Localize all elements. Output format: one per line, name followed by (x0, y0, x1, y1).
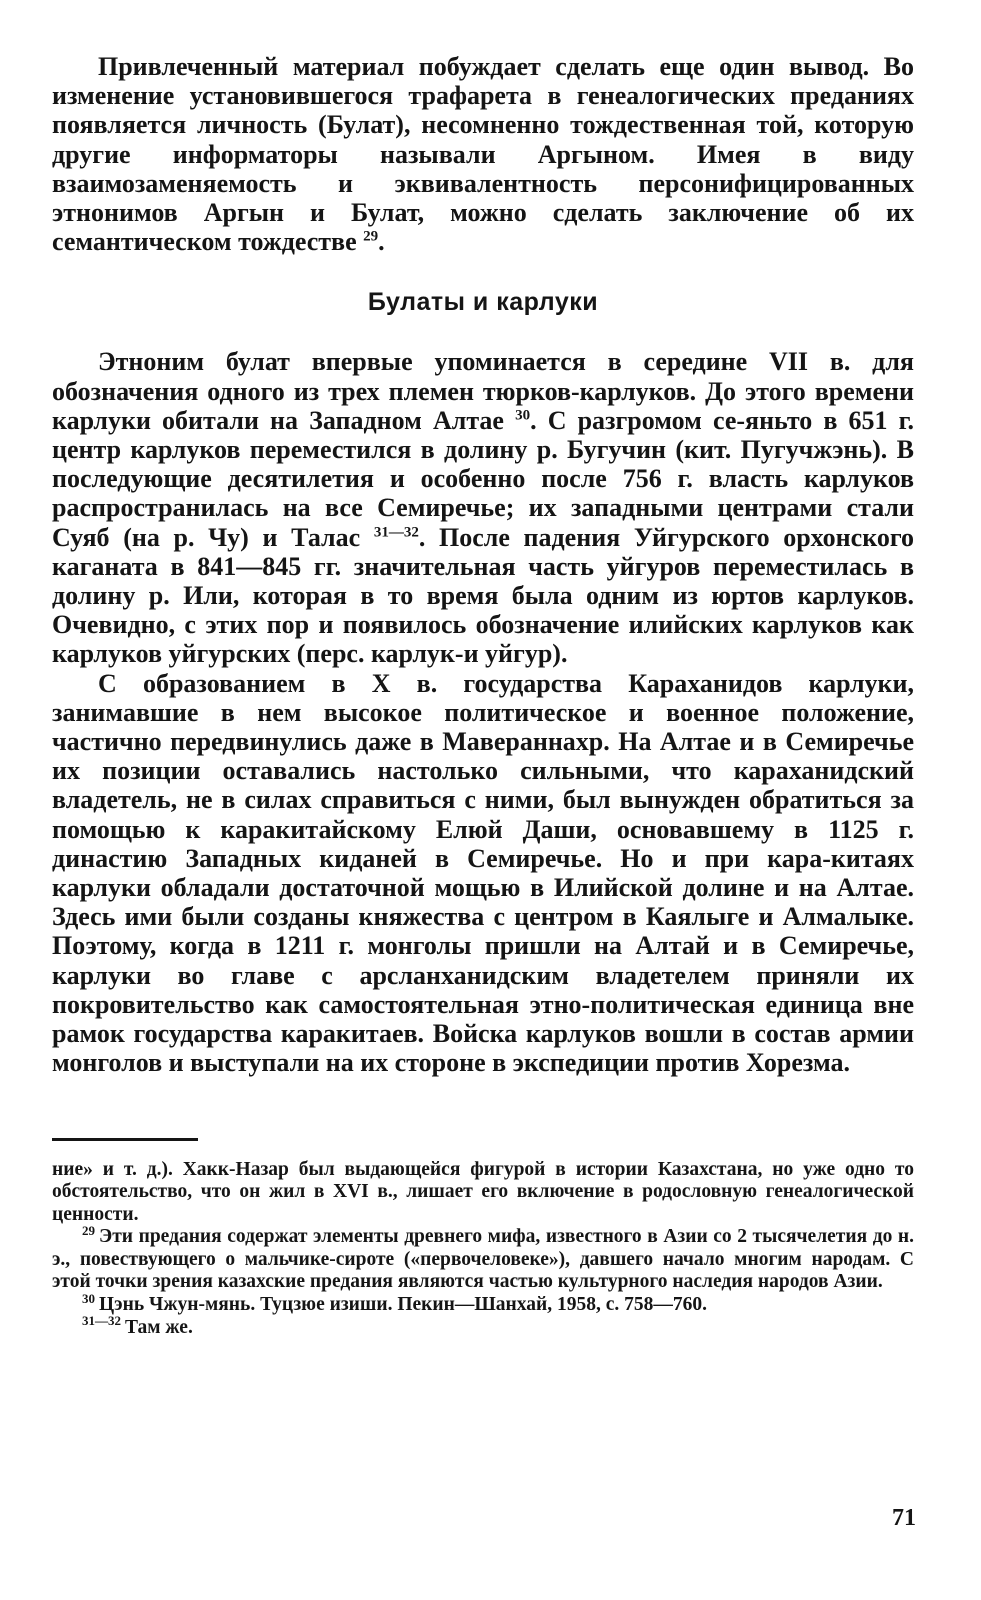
footnote-30-text: Цэнь Чжун-мянь. Туцзюе изиши. Пекин—Шанхай, 1958, с. 758—760. (99, 1294, 708, 1316)
footnote-29-text: Эти предания содержат элементы древнего мифа, известного в Азии со 2 тысячелетия до н. э., повествующего о мальчике-сироте («первочеловеке»), давшего начало многим народам. С этой точки зрения казахские предания являются частью культурного наследия народов Азии. (52, 1226, 914, 1293)
footnote-29-mark: 29 (82, 1222, 95, 1238)
section-paragraph-1-part2: . С разгромом се-яньто в 651 г. центр карлуков переместился в долину р. Бугучин (кит. Пугучжэнь). В последующие десятилетия и особенно после 756 г. власть карлуков распространилась на все Семиречье; их западными центрами стали Суяб (на р. Чу) и Талас (52, 405, 915, 552)
section-paragraph-1 (52, 347, 914, 668)
section-paragraph-2: С образованием в X в. государства Караханидов карлуки, занимавшие в нем высокое политическое и военное положение, частично передвинулись даже в Мавераннахр. На Алтае и в Семиречье их позиции оставались настолько сильными, что караханидский владетель, не в силах справиться с ними, был вынужден обратиться за помощью к каракитайскому Елюй Даши, основавшему в 1125 г. династию Западных киданей в Семиречье. Но и при кара-китаях карлуки обладали достаточной мощью в Илийской долине и на Алтае. Здесь ими были созданы княжества с центром в Каялыге и Алмалыке. Поэтому, когда в 1211 г. монголы пришли на Алтай и в Семиречье, карлуки во главе с арсланханидским владетелем приняли их покровительство как самостоятельная этно-политическая единица вне рамок государства каракитаев. Войска карлуков вошли в состав армии монголов и выступали на их стороне в экспедиции против Хорезма. (52, 668, 914, 1078)
footnote-ref-30[interactable]: 30 (515, 407, 531, 424)
intro-paragraph (52, 52, 914, 256)
footnote-30-mark: 30 (82, 1290, 95, 1306)
page-number: 71 (892, 1505, 916, 1531)
section-heading: Булаты и карлуки (367, 288, 599, 317)
footnote-ref-29[interactable]: 29 (363, 228, 379, 245)
footnote-31-32-text: Там же. (125, 1316, 193, 1338)
book-page (52, 52, 914, 1339)
section-paragraph-1-part1: Этноним булат впервые упоминается в середине VII в. для обозначения одного из трех племен тюрков-карлуков. До этого времени карлуки обитали на Западном Алтае (52, 347, 914, 435)
section-paragraph-1-part3: . После падения Уйгурского орхонского каганата в 841—845 гг. значительная часть уйгуров переместилась в долину р. Или, которая в то время была одним из юртов карлуков. Очевидно, с этих пор и появилось обозначение илийских карлуков как карлуков уйгурских (перс. карлук-и уйгур). (52, 522, 915, 669)
footnote-31-32 (52, 1313, 914, 1340)
footnote-30 (52, 1290, 914, 1317)
footnote-continued: ние» и т. д.). Хакк-Назар был выдающейся фигурой в истории Казахстана, но уже одно то обстоятельство, что он жил в XVI в., лишает его включение в родословную генеалогической ценности. (52, 1158, 914, 1225)
intro-paragraph-tail: . (378, 227, 385, 257)
footnote-29 (52, 1222, 914, 1294)
intro-paragraph-text: Привлеченный материал побуждает сделать еще один вывод. Во изменение установившегося трафарета в генеалогических преданиях появляется личность (Булат), несомненно тождественная той, которую другие информаторы называли Аргыном. Имея в виду взаимозаменяемость и эквивалентность персонифицированных этнонимов Аргын и Булат, можно сделать заключение об их семантическом тождестве (52, 52, 914, 257)
footnote-divider (52, 1138, 198, 1141)
footnote-ref-31-32[interactable]: 31—32 (373, 523, 419, 540)
footnote-31-32-mark: 31—32 (82, 1313, 121, 1329)
